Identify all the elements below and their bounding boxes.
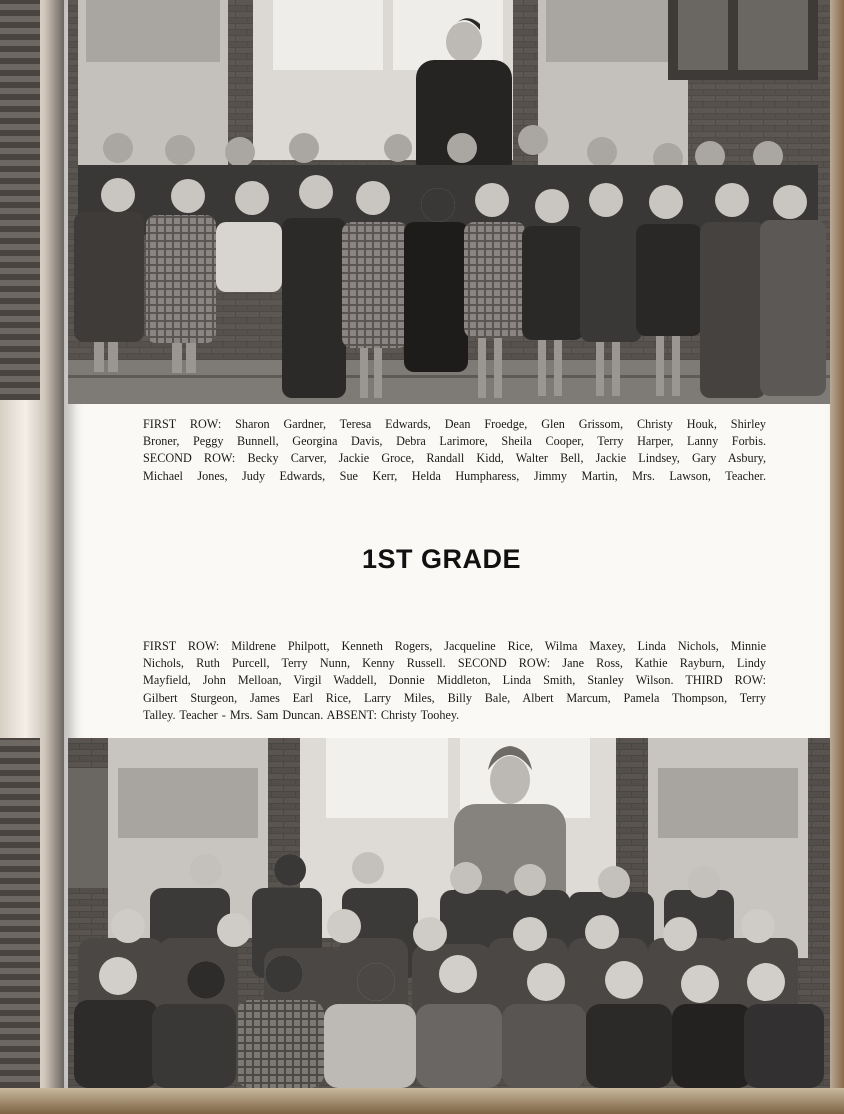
caption-line: Mayfield, John Melloan, Virgil Waddell, Donnie Middleton, Linda Smith, Stanley Wilson. THIRD ROW: — [143, 673, 766, 688]
facing-page-photo-edge — [0, 0, 40, 400]
page-title: 1ST GRADE — [362, 544, 522, 574]
book-spine — [0, 0, 64, 1114]
caption-line: Talley. Teacher - Mrs. Sam Duncan. ABSENT: Christy Toohey. — [143, 707, 460, 722]
class-photo-bottom — [68, 738, 830, 1088]
bottom-photo-caption — [143, 638, 766, 724]
facing-page-photo-edge — [0, 738, 40, 1088]
class-photo-top — [68, 0, 830, 404]
page-edge — [0, 1088, 844, 1114]
page-edge — [830, 0, 844, 1114]
caption-line: FIRST ROW: Sharon Gardner, Teresa Edwards, Dean Froedge, Glen Grissom, Christy Houk, Shirley — [143, 417, 766, 431]
caption-line: FIRST ROW: Mildrene Philpott, Kenneth Rogers, Jacqueline Rice, Wilma Maxey, Linda Nichols, Minnie — [143, 639, 766, 653]
caption-line: Michael Jones, Judy Edwards, Sue Kerr, Helda Humpharess, Jimmy Martin, Mrs. Lawson, Teacher. — [143, 468, 766, 483]
caption-line: Broner, Peggy Bunnell, Georgina Davis, Debra Larimore, Sheila Cooper, Terry Harper, Lanny Forbis. — [143, 434, 766, 449]
class-photo-top-image — [68, 0, 830, 404]
caption-line: Gilbert Sturgeon, James Earl Rice, Larry Miles, Billy Bale, Albert Marcum, Pamela Thompson, Terry — [143, 690, 766, 705]
top-photo-caption — [143, 416, 766, 485]
caption-line: Nichols, Ruth Purcell, Terry Nunn, Kenny Russell. SECOND ROW: Jane Ross, Kathie Rayburn, Lindy — [143, 656, 766, 671]
caption-line: SECOND ROW: Becky Carver, Jackie Groce, Randall Kidd, Walter Bell, Jackie Lindsey, Gary Asbury, — [143, 451, 766, 466]
class-photo-bottom-image — [68, 738, 830, 1088]
